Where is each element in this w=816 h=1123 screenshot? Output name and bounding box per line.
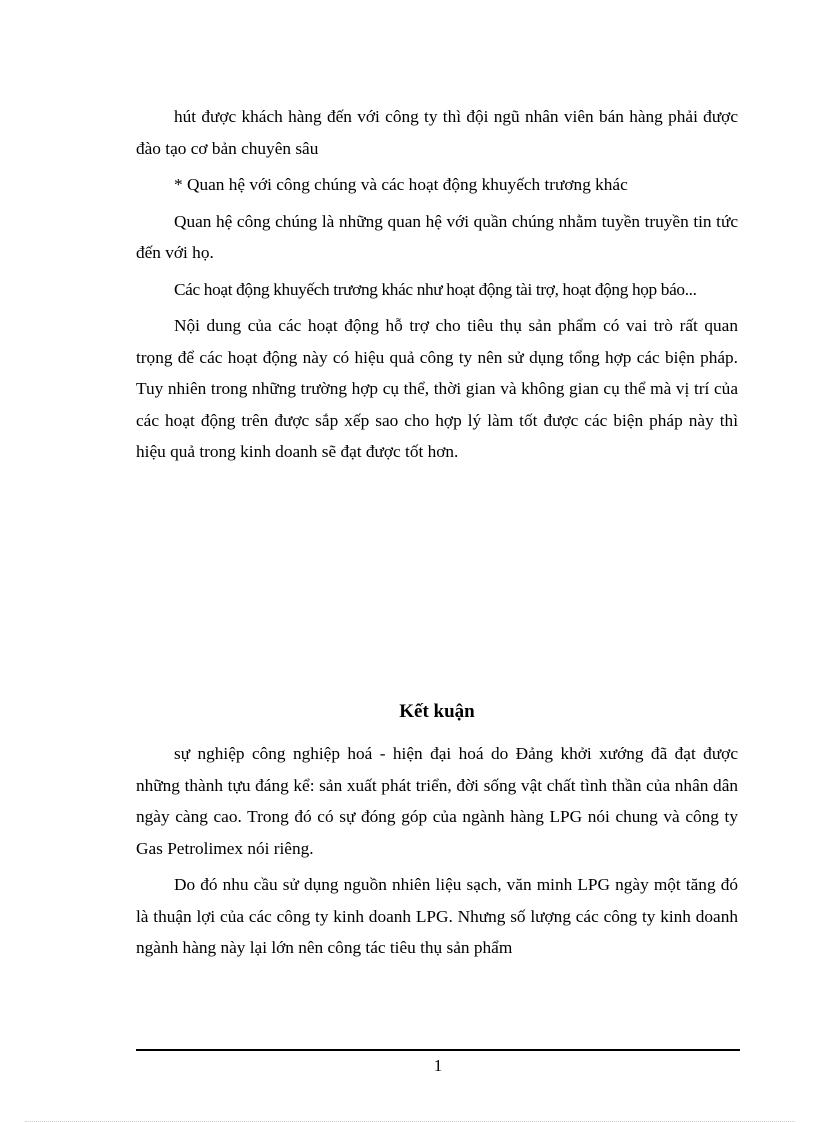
page-number: 1	[433, 1056, 443, 1075]
paragraph-support-activities: Nội dung của các hoạt động hỗ trợ cho tiêu thụ sản phẩm có vai trò rất quan trọng để các hoạt động này có hiệu quả công ty nên sử dụng tổng hợp các biện pháp. Tuy nhiên trong những trường hợp cụ thể, thời gian và không gian cụ thể mà vị trí của các hoạt động trên được sắp xếp sao cho hợp lý làm tốt được các biện pháp này thì hiệu quả trong kinh doanh sẽ đạt được tốt hơn.	[136, 316, 738, 461]
page-boundary	[25, 1121, 795, 1122]
paragraph-continuation: hút được khách hàng đến với công ty thì đội ngũ nhân viên bán hàng phải được đào tạo cơ bản chuyên sâu	[136, 107, 738, 158]
paragraph-other-promotion: Các hoạt động khuyếch trương khác như hoạt động tài trợ, hoạt động họp báo...	[174, 279, 697, 299]
section-heading: Kết kuận	[399, 701, 475, 722]
paragraph-conclusion-1: sự nghiệp công nghiệp hoá - hiện đại hoá do Đảng khởi xướng đã đạt được những thành tựu đáng kể: sản xuất phát triển, đời sống vật chất tình thần của nhân dân ngày càng cao. Trong đó có sự đóng góp của ngành hàng LPG nói chung và công ty Gas Petrolimex nói riêng.	[136, 744, 738, 858]
paragraph-public-relations-heading: * Quan hệ với công chúng và các hoạt động khuyếch trương khác	[174, 175, 628, 194]
body-text	[136, 101, 738, 473]
footer-divider	[136, 1049, 740, 1051]
paragraph-conclusion-2: Do đó nhu cầu sử dụng nguồn nhiên liệu sạch, văn minh LPG ngày một tăng đó là thuận lợi của các công ty kinh doanh LPG. Nhưng số lượng các công ty kinh doanh ngành hàng này lại lớn nên công tác tiêu thụ sản phẩm	[136, 875, 738, 957]
paragraph-public-relations-definition: Quan hệ công chúng là những quan hệ với quần chúng nhằm tuyền truyền tin tức đến với họ.	[136, 211, 738, 262]
conclusion-text	[136, 738, 738, 969]
